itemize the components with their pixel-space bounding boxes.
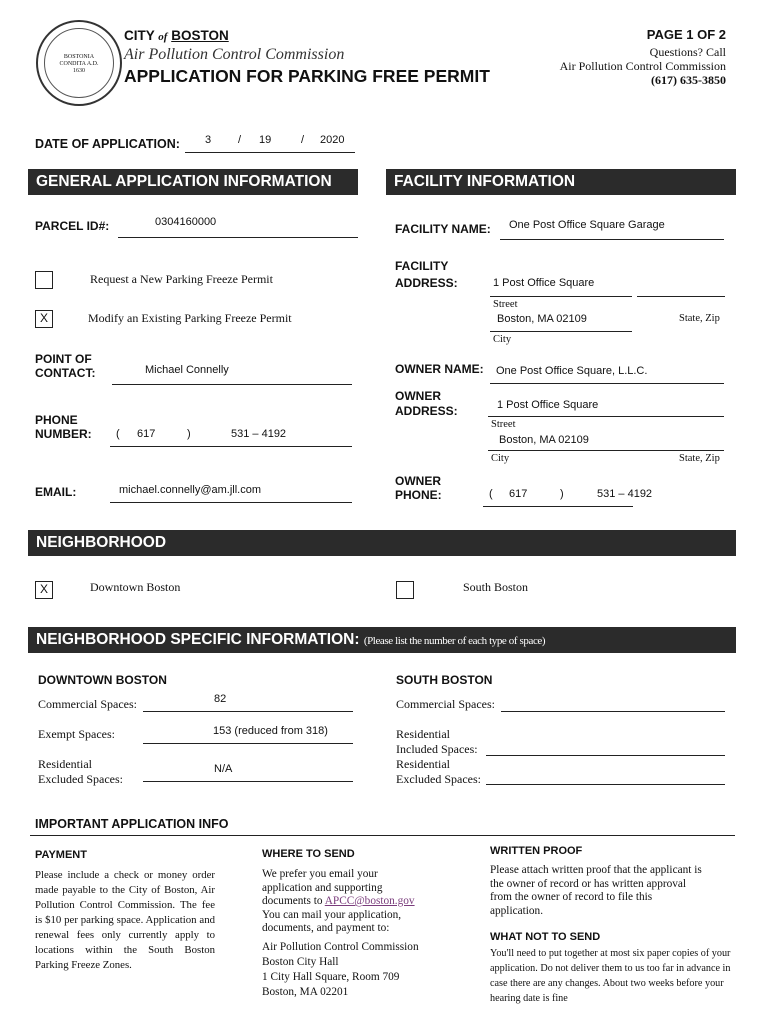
- date-sep-2: /: [301, 134, 305, 146]
- owner-name-value[interactable]: One Post Office Square, L.L.C.: [496, 365, 648, 377]
- parcel-label: PARCEL ID#:: [35, 219, 110, 233]
- facility-city-caption: City: [493, 334, 512, 345]
- owner-phone-underline: [483, 506, 633, 507]
- facility-name-value[interactable]: One Post Office Square Garage: [509, 219, 665, 231]
- modify-existing-label: Modify an Existing Parking Freeze Permit: [88, 311, 292, 325]
- phone-label: PHONE NUMBER:: [35, 413, 92, 441]
- application-title: APPLICATION FOR PARKING FREE PERMIT: [124, 66, 490, 86]
- what-not-to-send-title: WHAT NOT TO SEND: [490, 931, 601, 943]
- south-boston-title: SOUTH BOSTON: [396, 673, 493, 687]
- phone-number[interactable]: 531 – 4192: [231, 428, 287, 440]
- dt-exempt-label: Exempt Spaces:: [38, 727, 115, 741]
- facility-address-label: FACILITY ADDRESS:: [395, 259, 458, 290]
- poc-value[interactable]: Michael Connelly: [145, 364, 229, 376]
- neighborhood-specific-heading: NEIGHBORHOOD SPECIFIC INFORMATION: (Please list the number of each type of space): [28, 627, 736, 653]
- phone-area-code[interactable]: 617: [137, 428, 156, 440]
- facility-name-label: FACILITY NAME:: [395, 222, 491, 236]
- contact-org: Air Pollution Control Commission: [559, 59, 726, 73]
- downtown-boston-label: Downtown Boston: [90, 580, 181, 594]
- city-heading: CITY of BOSTON: [124, 28, 229, 43]
- date-day[interactable]: 19: [259, 134, 272, 146]
- dt-commercial-value[interactable]: 82: [214, 693, 227, 705]
- owner-state-zip-caption: State, Zip: [679, 453, 720, 464]
- neighborhood-specific-note: (Please list the number of each type of space): [363, 635, 546, 647]
- parcel-value[interactable]: 0304160000: [155, 216, 217, 228]
- owner-street-caption: Street: [491, 419, 516, 430]
- important-info-heading: IMPORTANT APPLICATION INFO: [35, 817, 229, 831]
- seal-text: BOSTONIA CONDITA A.D. 1630: [59, 54, 99, 74]
- dt-residential-label: Residential Excluded Spaces:: [38, 757, 123, 786]
- owner-name-label: OWNER NAME:: [395, 362, 484, 376]
- email-value[interactable]: michael.connelly@am.jll.com: [119, 484, 261, 496]
- where-to-send-title: WHERE TO SEND: [262, 848, 355, 860]
- sb-residential-included-underline[interactable]: [486, 755, 725, 756]
- sb-commercial-label: Commercial Spaces:: [396, 697, 495, 711]
- facility-street-underline: [490, 296, 632, 297]
- phone-open-paren: (: [116, 428, 120, 440]
- commission-name: Air Pollution Control Commission: [124, 46, 345, 63]
- owner-address-label: OWNER ADDRESS:: [395, 389, 458, 418]
- poc-underline: [112, 384, 352, 385]
- apcc-email-link[interactable]: APCC@boston.gov: [324, 895, 415, 907]
- sb-residential-excluded-underline[interactable]: [486, 784, 725, 785]
- questions-text: Questions? Call: [649, 45, 726, 59]
- owner-name-underline: [490, 383, 724, 384]
- dt-residential-underline: [143, 781, 353, 782]
- page-indicator: PAGE 1 OF 2: [646, 27, 726, 42]
- modify-existing-checkbox[interactable]: X: [35, 310, 53, 328]
- poc-label: POINT OF CONTACT:: [35, 352, 96, 380]
- dt-commercial-underline: [143, 711, 353, 712]
- owner-city-value[interactable]: Boston, MA 02109: [499, 434, 589, 446]
- owner-city-underline: [488, 450, 724, 451]
- payment-text: Please include a check or money order made payable to the City of Boston, Air Pollution Control Commission. The fee is $10 per parking space. Application and renewal fees only currently apply to locations within the South Boston Parking Freeze Zones.: [35, 869, 215, 971]
- sb-residential-excluded-label: Residential Excluded Spaces:: [396, 757, 481, 786]
- request-new-checkbox[interactable]: [35, 271, 53, 289]
- facility-street-underline-2: [637, 296, 725, 297]
- south-boston-label: South Boston: [463, 580, 529, 594]
- facility-street-value[interactable]: 1 Post Office Square: [493, 277, 595, 289]
- facility-city-value[interactable]: Boston, MA 02109: [497, 313, 587, 325]
- date-sep-1: /: [238, 134, 242, 146]
- written-proof-text: Please attach written proof that the applicant is the owner of record or has written approval from the owner of record to file this application.: [490, 864, 702, 917]
- owner-phone-number[interactable]: 531 – 4192: [597, 488, 653, 500]
- payment-title: PAYMENT: [35, 849, 87, 861]
- downtown-boston-checkbox[interactable]: X: [35, 581, 53, 599]
- written-proof-title: WRITTEN PROOF: [490, 845, 583, 857]
- date-label: DATE OF APPLICATION:: [35, 137, 180, 151]
- downtown-boston-title: DOWNTOWN BOSTON: [38, 673, 167, 687]
- important-info-rule: [30, 835, 735, 836]
- phone-close-paren: ): [187, 428, 191, 440]
- request-new-label: Request a New Parking Freeze Permit: [90, 272, 273, 286]
- facility-street-caption: Street: [493, 299, 518, 310]
- facility-info-heading: FACILITY INFORMATION: [386, 169, 736, 195]
- city-seal: [36, 20, 122, 106]
- owner-street-value[interactable]: 1 Post Office Square: [497, 399, 599, 411]
- general-info-heading: GENERAL APPLICATION INFORMATION: [28, 169, 358, 195]
- email-underline: [110, 502, 352, 503]
- owner-phone-area-code[interactable]: 617: [509, 488, 528, 500]
- owner-phone-label: OWNER PHONE:: [395, 474, 442, 502]
- south-boston-checkbox[interactable]: [396, 581, 414, 599]
- owner-phone-close-paren: ): [560, 488, 564, 500]
- parcel-underline: [118, 237, 358, 238]
- facility-city-underline: [490, 331, 632, 332]
- facility-name-underline: [500, 239, 724, 240]
- dt-residential-value[interactable]: N/A: [214, 763, 233, 775]
- email-label: EMAIL:: [35, 485, 77, 499]
- date-year[interactable]: 2020: [320, 134, 345, 146]
- contact-phone: (617) 635-3850: [651, 73, 726, 87]
- sb-commercial-underline[interactable]: [501, 711, 725, 712]
- facility-state-zip-caption: State, Zip: [679, 313, 720, 324]
- date-underline: [185, 152, 355, 153]
- what-not-to-send-text: You'll need to put together at most six paper copies of your application. Do not deliver them to us too far in advance in case there are any changes. About two weeks before your hearing date is fine: [490, 948, 731, 1004]
- neighborhood-heading: NEIGHBORHOOD: [28, 530, 736, 556]
- date-month[interactable]: 3: [205, 134, 212, 146]
- dt-exempt-value[interactable]: 153 (reduced from 318): [213, 725, 328, 737]
- owner-street-underline: [488, 416, 724, 417]
- sb-residential-included-label: Residential Included Spaces:: [396, 727, 478, 756]
- where-to-send-text: We prefer you email your application and supporting documents to APCC@boston.gov You can mail your application, documents, and payment to:: [262, 868, 415, 934]
- owner-phone-open-paren: (: [489, 488, 493, 500]
- mailing-address: Air Pollution Control Commission Boston City Hall 1 City Hall Square, Room 709 Boston, MA 02201: [262, 941, 419, 998]
- phone-underline: [110, 446, 352, 447]
- owner-city-caption: City: [491, 453, 510, 464]
- dt-exempt-underline: [143, 743, 353, 744]
- dt-commercial-label: Commercial Spaces:: [38, 697, 137, 711]
